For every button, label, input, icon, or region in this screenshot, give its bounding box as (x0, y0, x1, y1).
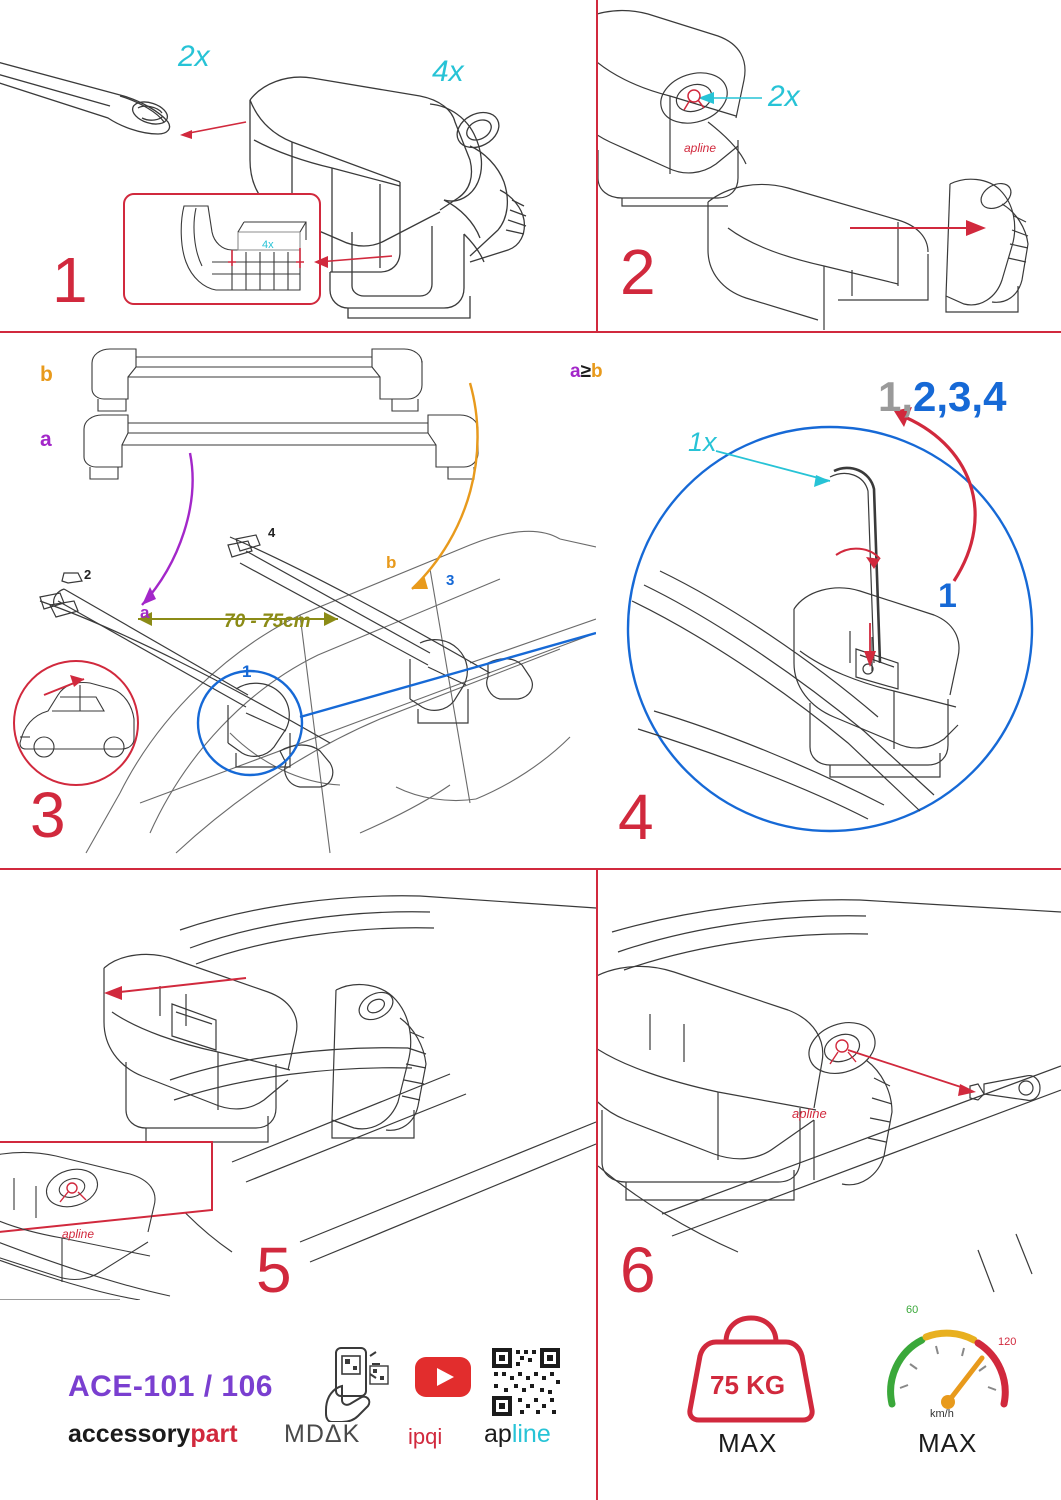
step-3-arrow-b-label: b (386, 553, 397, 572)
model-number: ACE-101 / 106 (68, 1370, 273, 1403)
step-4-sequence (878, 373, 1006, 421)
speed-unit-label: km/h (930, 1408, 954, 1420)
svg-text:2: 2 (84, 567, 92, 582)
panel-step-5 (0, 870, 596, 1306)
footer-left (0, 1300, 596, 1500)
brand-apline (484, 1420, 551, 1449)
step-5-illustration (0, 870, 596, 1306)
step-4-callout-1: 1 (938, 577, 957, 615)
step-3-dimension-label: 70 - 75cm (224, 611, 311, 632)
step-2-lock-quantity: 2x (768, 80, 800, 113)
step-1-foot-quantity: 4x (432, 55, 464, 88)
step-3-number: 3 (30, 779, 67, 851)
step-3-bar-b-label: b (40, 363, 53, 386)
svg-text:3: 3 (446, 572, 455, 589)
svg-text:1: 1 (242, 662, 252, 681)
panel-step-3 (0, 333, 596, 868)
step-2-brand-mark: apline (684, 141, 717, 155)
step-6-illustration (598, 870, 1061, 1306)
weight-icon (686, 1312, 816, 1424)
step-3-illustration (0, 333, 596, 868)
panel-step-1 (0, 0, 596, 331)
brand-ipqi: ipqi (408, 1424, 443, 1449)
step-1-bar-quantity: 2x (178, 40, 210, 73)
condition-a: a (570, 361, 581, 382)
sequence-rest: 2,3,4 (913, 373, 1007, 420)
step-4-condition-label: a≥b (570, 361, 603, 382)
youtube-icon[interactable] (414, 1356, 472, 1398)
speed-min-tick: 60 (906, 1304, 919, 1316)
step-3-arrow-a-label: a (140, 603, 150, 622)
svg-text:4: 4 (268, 525, 276, 540)
panel-step-2 (598, 0, 1061, 331)
brand-part-text: part (190, 1420, 238, 1448)
inset-qty-label: 4x (262, 239, 274, 251)
brand-line-text: line (511, 1420, 551, 1448)
brand-ap-text: ap (484, 1420, 512, 1448)
condition-b: b (591, 361, 603, 382)
svg-text:apline: apline (792, 1106, 827, 1121)
step-4-tool-quantity: 1x (688, 427, 717, 457)
step-3-bar-a-label: a (40, 428, 52, 451)
sequence-first: 1, (878, 373, 914, 420)
speed-max-label: MAX (918, 1428, 978, 1458)
brand-mdak: MDΔK (284, 1420, 361, 1448)
panel-step-6 (598, 870, 1061, 1306)
svg-text:apline: apline (62, 1227, 95, 1241)
step-6-number: 6 (620, 1234, 657, 1306)
qr-scan-hand-icon (318, 1344, 396, 1422)
brand-accessorypart (68, 1420, 238, 1449)
step-1-illustration (0, 0, 596, 331)
speed-max-tick: 120 (998, 1336, 1017, 1348)
step-4-number: 4 (618, 781, 655, 853)
brand-accessory-text: accessory (68, 1420, 191, 1448)
load-value: 75 KG (710, 1370, 786, 1400)
step-2-number: 2 (620, 236, 657, 308)
step-2-illustration (598, 0, 1061, 331)
footer-right (598, 1300, 1061, 1500)
step-1-number: 1 (52, 244, 89, 316)
load-max-label: MAX (718, 1428, 778, 1458)
panel-step-4 (570, 333, 1061, 868)
step-5-number: 5 (256, 1234, 293, 1306)
qr-code-icon (490, 1346, 562, 1418)
